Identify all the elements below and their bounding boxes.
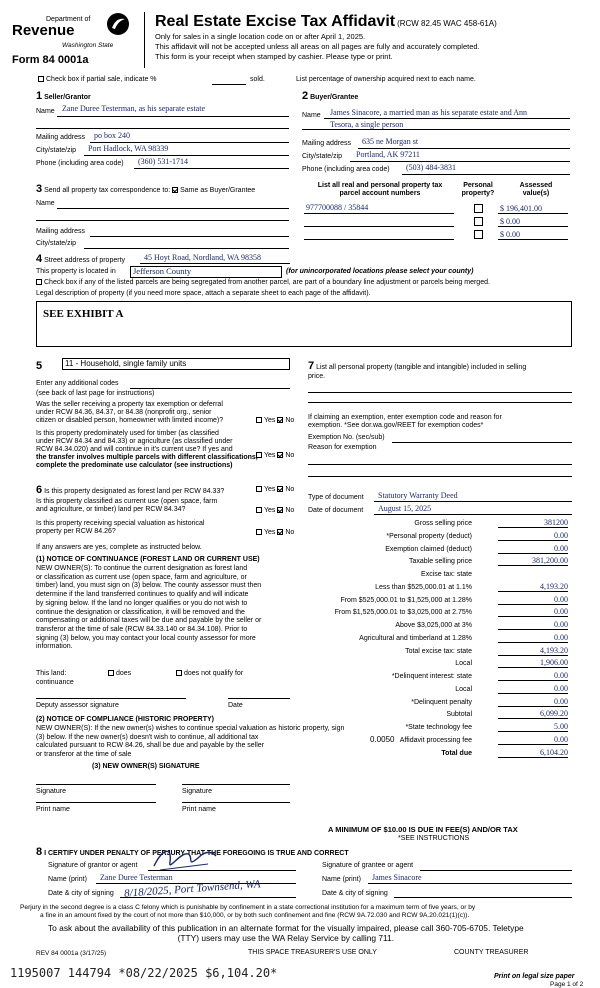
alternate-format-note: To ask about the availability of this publication in an alternate format for the visually impaired, please call 360-705-6705. Teletype (TTY) users may use the WA Relay Service by calling 711. [48,923,524,943]
calc-row-value[interactable]: 5.00 [498,722,568,732]
current-use-yes-no: Yes No [256,507,294,515]
buyer-name-label: Name [302,112,321,119]
calc-row-value[interactable]: 0.00 [498,735,568,745]
calc-row-label: Above $3,025,000 at 3% [395,622,472,629]
seller-mail-label: Mailing address [36,134,86,141]
same-as-buyer-checkbox[interactable] [172,187,178,193]
personal-property-line1[interactable] [308,392,572,393]
sec3-name-label: Name [36,200,55,207]
header-line3: This form is your receipt when stamped by cashier. Please type or print. [155,52,393,61]
forest-question: 6 Is this property designated as forest land per RCW 84.33? [36,484,225,496]
sec3-name-line2 [36,220,289,221]
deputy-signature-label: Deputy assessor signature [36,702,119,709]
buyer-name-line[interactable] [324,118,570,119]
deputy-date-line[interactable] [228,698,290,699]
exemption-reason-label: Reason for exemption [308,444,377,451]
seller-mail-line[interactable] [90,142,289,143]
treasurer-stamp: 1195007 144794 *08/22/2025 $6,104.20* [10,966,278,980]
calc-row-value[interactable]: 1,906.00 [498,658,568,668]
exemption-question: Was the seller receiving a property tax exemption or deferral under RCW 84.36, 84.37, or 84.38 (nonprofit org., senior citizen or disabled person, homeowner with limited income)? [36,401,224,425]
washington-state-text: Washington State [62,42,114,49]
seller-phone-line[interactable] [134,168,289,169]
assessed-value-line[interactable] [498,213,568,214]
calc-row-value[interactable]: 381200 [498,518,568,528]
minimum-due-note: A MINIMUM OF $10.00 IS DUE IN FEE(S) AND/OR TAX [328,825,518,834]
header-line2: This affidavit will not be accepted unless all areas on all pages are fully and accurately completed. [155,42,480,51]
calc-row-label: Local [455,685,472,693]
exemption-yes-no: Yes No [256,417,294,425]
buyer-name-value2: Tesora, a single person [330,120,404,129]
county-treasurer-label: COUNTY TREASURER [454,949,529,956]
new-owner-signature-line1[interactable] [36,784,156,785]
sec3-city-label: City/state/zip [36,240,77,247]
if-any-note: If any answers are yes, complete as instructed below. [36,544,202,551]
calc-row-value[interactable]: 0.00 [498,684,568,694]
calc-row-label: From $525,000.01 to $1,525,000 at 1.28% [340,596,472,604]
current-use-question: Is this property classified as current use (open space, farm and agriculture, or timber) land per RCW 84.34? [36,498,218,514]
seller-name-value: Zane Duree Testerman, as his separate estate [62,104,206,113]
historic-yes-checkbox[interactable] [256,529,262,535]
parcel-number: 977700088 / 35844 [306,203,369,212]
exemption-reason-line2[interactable] [308,476,572,477]
calc-row-value[interactable]: 0.00 [498,595,568,605]
additional-codes-note: (see back of last page for instructions) [36,390,155,397]
grantee-name-label: Name (print) [322,876,361,883]
parcel-number-line[interactable] [304,239,454,240]
street-address-row: 4 Street address of property [36,253,126,265]
grantee-signature-label: Signature of grantee or agent [322,862,414,869]
sec3-name-line[interactable] [57,208,289,209]
form-rcw: (RCW 82.45 WAC 458-61A) [397,19,497,28]
partial-pct-field[interactable] [212,84,246,85]
assessed-value-line[interactable] [498,239,568,240]
page-number: Page 1 of 2 [550,981,584,988]
calc-row-label: Agricultural and timberland at 1.28% [359,634,472,642]
buyer-name-value1: James Sinacore, a married man as his separate estate and Ann [330,108,528,117]
buyer-mail-label: Mailing address [302,140,352,147]
partial-sale-checkbox[interactable] [38,76,44,82]
grantor-signature-line[interactable] [148,870,296,871]
exemption-yes-checkbox[interactable] [256,417,262,423]
notice-compliance-text: NEW OWNER(S): If the new owner(s) wishes to continue special valuation as historic property, sign (3) below. If the new owner(s) doesn't wish to continue, all additional tax calculated pursuant to RCW 84.26, shall be due and payable by the seller or transferor at the time of sale [36,725,345,759]
buyer-name-line2 [302,129,570,130]
seller-name-line[interactable] [57,116,289,117]
calc-row-value[interactable]: 6,099.20 [498,709,568,719]
print-name-label1: Print name [36,806,70,813]
calc-row-label: *Personal property (deduct) [386,532,472,540]
seller-mail-value: po box 240 [94,131,130,140]
continuance-label: continuance [36,679,74,686]
calc-row-label: Subtotal [446,711,472,719]
exemption-number-label: Exemption No. (sec/sub) [308,434,385,441]
calc-row-value[interactable]: 0.00 [498,607,568,617]
signature-label1: Signature [36,788,66,795]
forest-no-checkbox[interactable] [277,486,283,492]
seller-city-value: Port Hadlock, WA 98339 [88,144,169,153]
exemption-reason-line[interactable] [308,464,572,465]
historic-yes-no: Yes No [256,529,294,537]
unincorp-note: (for unincorporated locations please select your county) [286,268,474,275]
calc-row-value[interactable]: 0.00 [498,544,568,554]
seller-heading: 1 Seller/Grantor [36,90,91,102]
dept-of-text: Department of [46,16,91,23]
grantor-signature-label: Signature of grantor or agent [48,862,138,869]
doc-date-line[interactable] [374,514,572,515]
calc-row-value[interactable]: 0.00 [498,697,568,707]
doc-type-label: Type of document [308,494,364,501]
calc-row-value[interactable]: 0.00 [498,671,568,681]
grantee-date-label: Date & city of signing [322,890,388,897]
revenue-text: Revenue [12,22,75,39]
additional-codes-line[interactable] [130,388,290,389]
signature-label2: Signature [182,788,212,795]
calc-row-label: Total due [441,749,472,757]
historic-no-checkbox[interactable] [277,529,283,535]
legal-desc-label: Legal description of property (if you need more space, attach a separate sheet to each page of the affidavit). [36,290,371,297]
buyer-mail-line[interactable] [358,148,570,149]
personal-property-line2[interactable] [308,402,572,403]
calc-row-value[interactable]: 0.00 [498,531,568,541]
calc-row-label: Exemption claimed (deduct) [385,545,472,553]
new-owner-print-line1[interactable] [36,802,156,803]
segregated-checkbox[interactable] [36,279,42,285]
assessed-value: $ 0.00 [500,230,520,239]
grantor-name-value: Zane Duree Testerman [100,873,173,882]
buyer-phone-line[interactable] [402,174,570,175]
sec3-mail-label: Mailing address [36,228,86,235]
doc-date-value: August 15, 2025 [378,504,432,513]
calc-row-value[interactable]: 0.00 [498,620,568,630]
assessed-value-line[interactable] [498,226,568,227]
grantor-date-value: 8/18/2025, Port Townsend, WA [123,878,261,900]
buyer-mail-value: 635 ne Morgan st [362,137,419,146]
calc-row-value[interactable]: 381,200.00 [498,556,568,566]
calc-row-label: Local [455,660,472,668]
calc-row-label: Affidavit processing fee [399,736,472,744]
assessed-header: Assessed value(s) [519,182,553,198]
revenue-logo [8,12,133,70]
street-address-value: 45 Hoyt Road, Nordland, WA 98358 [144,253,261,262]
calc-row-label: *State technology fee [405,724,472,731]
notice-compliance-title: (2) NOTICE OF COMPLIANCE (HISTORIC PROPERTY) [36,716,214,723]
revision-label: REV 84 0001a (3/17/25) [36,950,107,957]
calc-row-value[interactable]: 6,104.20 [498,748,568,758]
tax-correspondence-row: 3 Send all property tax correspondence to: Same as Buyer/Grantee [36,183,256,195]
forest-yes-checkbox[interactable] [256,486,262,492]
buyer-city-line[interactable] [350,161,570,162]
new-owner-signature-title: (3) NEW OWNER(S) SIGNATURE [92,763,200,770]
land-does-checkbox[interactable] [108,670,114,676]
calc-row-label: From $1,525,000.01 to $3,025,000 at 2.75% [334,609,472,617]
located-in-label: This property is located in [36,268,116,275]
deputy-date-label: Date [228,702,243,709]
list-pct-note: List percentage of ownership acquired next to each name. [296,76,476,83]
partial-sale-row [38,76,157,84]
assessed-value: $ 0.00 [500,217,520,226]
treasurer-use-label: THIS SPACE TREASURER'S USE ONLY [248,949,377,956]
assessed-value: $ 196,401.00 [500,204,542,213]
exemption-no-checkbox[interactable] [277,417,283,423]
land-use-code-value: 11 - Household, single family units [65,359,187,368]
revenue-swirl-icon [106,12,130,36]
personal-header: Personal property? [461,182,495,198]
calc-row-label: Total excise tax: state [405,647,472,655]
parcel-header: List all real and personal property tax parcel account numbers [317,182,443,198]
calc-row-label: Gross selling price [414,520,472,527]
current-use-yes-checkbox[interactable] [256,507,262,513]
parcel-number-line[interactable] [304,226,454,227]
perjury-statement: Perjury in the second degree is a class C felony which is punishable by confinement in a state correctional institution for a maximum term of five years, or by a fine in an amount fixed by the court of not more than $10,000, or by both such confinement and fine (RCW 9A.72.030 and RCW 9A.20.021(1)(c)). [20,904,476,919]
form-title: Real Estate Excise Tax Affidavit [155,13,396,30]
historic-question: Is this property receiving special valuation as historical property per RCW 84.26? [36,520,205,536]
buyer-phone-value: (503) 484-3831 [406,163,456,172]
calc-row-label: Taxable selling price [408,558,472,566]
legal-paper-note: Print on legal size paper [494,973,575,980]
deputy-signature-line[interactable] [36,698,186,699]
land-does-not-option: does not qualify for [176,670,243,678]
calc-row-value[interactable]: 4,193.20 [498,582,568,592]
calc-row-label: Less than $525,000.01 at 1.1% [375,583,472,591]
partial-sale-label: Check box if partial sale, indicate % [46,76,157,83]
legal-description-box[interactable] [36,301,572,347]
buyer-phone-label: Phone (including area code) [302,166,390,173]
seller-phone-label: Phone (including area code) [36,160,124,167]
land-does-not-checkbox[interactable] [176,670,182,676]
exemption-instructions: If claiming an exemption, enter exemption code and reason for exemption. *See dor.wa.gov/REET for exemption codes* [308,414,502,430]
calc-row-label: *Delinquent penalty [411,698,472,706]
seller-phone-value: (360) 531-1714 [138,157,188,166]
buyer-heading: 2 Buyer/Grantee [302,90,359,102]
personal-property-label: 7 List all personal property (tangible and intangible) included in selling price. [308,360,527,380]
county-value: Jefferson County [133,266,192,276]
grantee-name-value: James Sinacore [372,873,422,882]
grantee-signature-line[interactable] [420,870,572,871]
calc-row-value[interactable]: 4,193.20 [498,646,568,656]
sec3-mail-line[interactable] [90,236,289,237]
header-line1: Only for sales in a single location code on or after April 1, 2025. [155,32,366,41]
this-land-label: This land: [36,670,67,677]
certify-statement: 8 I CERTIFY UNDER PENALTY OF PERJURY THAT THE FOREGOING IS TRUE AND CORRECT [36,846,349,858]
notice-continuance-text: NEW OWNER(S): To continue the current designation as forest land or classification as current use (open space, farm and agriculture, or timber) land, you must sign on (3) below. The county assessor must then determine if the land transferred continues to qualify and will indicate by signing below. If the land no longer qualifies or you do not wish to continue the designation or classification, it will be removed and the compensating or additional taxes will be due and payable by the seller or transferor at the time of sale (RCW 84.33.140 or 84.34.108). Prior to signing (3) below, you may contact your local county assessor for more information. [36,565,262,651]
seller-city-line[interactable] [84,155,289,156]
timber-question: Is this property predominately used for timber (as classified under RCW 84.34 and 84.33) or agriculture (as classified under RCW 84.34.020) and will continue in it's current use? If yes and the transfer involves multiple parcels with different classifications, complete the predominate use calculator (see instructions) [36,430,258,470]
partial-sold-label: sold. [250,76,265,83]
doc-type-value: Statutory Warranty Deed [378,491,458,500]
timber-no-checkbox[interactable] [277,452,283,458]
current-use-no-checkbox[interactable] [277,507,283,513]
forest-yes-no: Yes No [256,486,294,494]
parcel-number-line[interactable] [304,213,454,214]
grantor-date-line[interactable] [120,897,296,898]
grantor-name-label: Name (print) [48,876,87,883]
doc-type-line[interactable] [374,501,572,502]
calc-row-value[interactable]: 0.00 [498,633,568,643]
timber-yes-no: Yes No [256,452,294,460]
segregated-row: Check box if any of the listed parcels are being segregated from another parcel, are part of a boundary line adjustment or parcels being merged. [36,279,490,287]
grantee-date-line[interactable] [394,897,572,898]
exemption-number-line[interactable] [392,442,572,443]
seller-name-label: Name [36,108,55,115]
land-does-option: does [108,670,131,678]
form-title-row [155,13,497,31]
county-select[interactable] [130,266,282,278]
personal-property-checkbox[interactable] [474,217,483,226]
see-instructions-note: *SEE INSTRUCTIONS [398,835,470,842]
additional-codes-label: Enter any additional codes [36,380,119,387]
header-divider [144,12,145,68]
calc-row-label: Excise tax: state [421,571,472,578]
seller-city-label: City/state/zip [36,147,77,154]
buyer-city-label: City/state/zip [302,153,343,160]
local-rate: 0.0050 [370,735,395,744]
new-owner-print-line2[interactable] [182,802,290,803]
grantee-name-line[interactable] [368,883,572,884]
grantor-date-label: Date & city of signing [48,890,114,897]
personal-property-checkbox[interactable] [474,230,483,239]
notice-continuance-title: (1) NOTICE OF CONTINUANCE (FOREST LAND OR CURRENT USE) [36,556,260,563]
new-owner-signature-line2[interactable] [182,784,290,785]
sec5-number: 5 [36,360,43,372]
form-number: Form 84 0001a [12,54,89,66]
legal-description-value: SEE EXHIBIT A [43,308,124,320]
timber-yes-checkbox[interactable] [256,452,262,458]
seller-name-line2 [36,128,289,129]
calc-row-label: *Delinquent interest: state [391,673,472,680]
sec3-city-line[interactable] [84,248,289,249]
doc-date-label: Date of document [308,507,364,514]
land-use-code-select[interactable] [62,358,290,370]
buyer-city-value: Portland, AK 97211 [356,150,420,159]
street-address-line[interactable] [140,263,290,264]
personal-property-checkbox[interactable] [474,204,483,213]
print-name-label2: Print name [182,806,216,813]
